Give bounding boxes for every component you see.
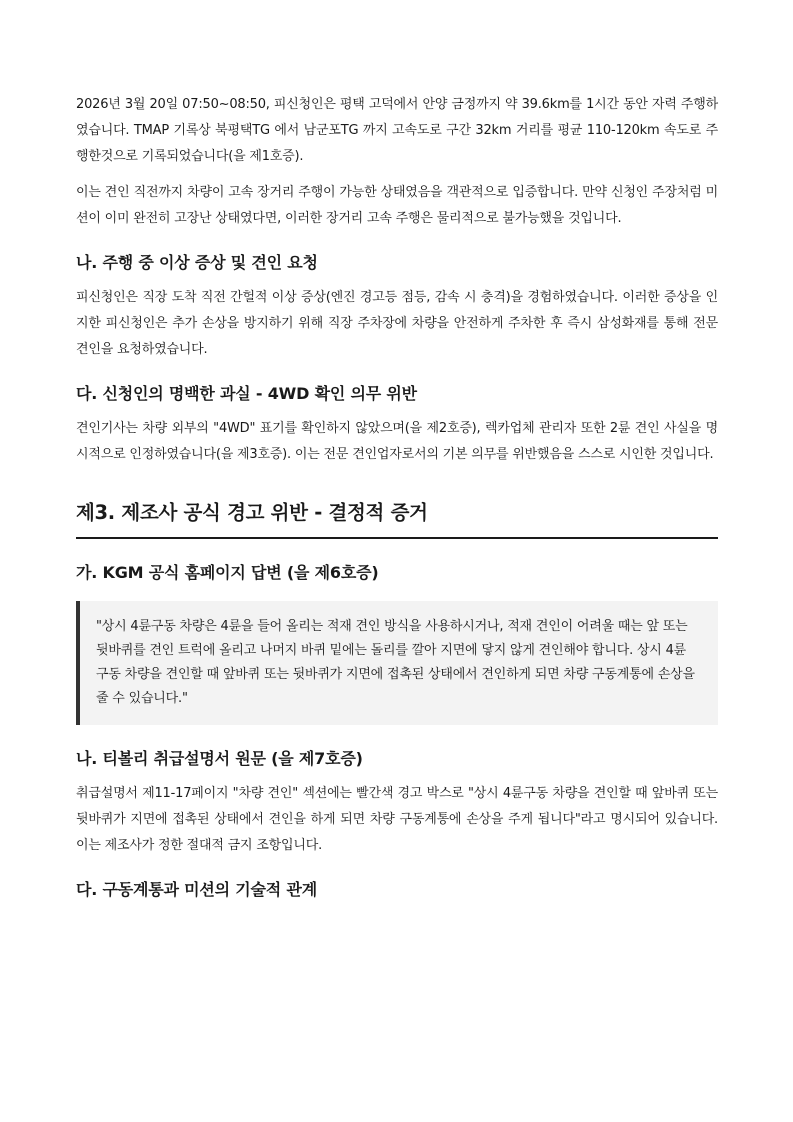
kgm-quote-box <box>76 601 718 725</box>
intro-paragraph-2: 이는 견인 직전까지 차량이 고속 장거리 주행이 가능한 상태였음을 객관적으로 입증합니다. 만약 신청인 주장처럼 미션이 이미 완전히 고장난 상태였다면, 이러한 장거리 고속 주행은 물리적으로 불가능했을 것입니다. <box>76 185 718 226</box>
intro-paragraph-1: 2026년 3월 20일 07:50~08:50, 피신청인은 평택 고덕에서 안양 금정까지 약 39.6km를 1시간 동안 자력 주행하였습니다. TMAP 기록상 북평택TG 에서 남군포TG 까지 고속도로 구간 32km 거리를 평균 110-120km 속도로 주행한것으로 기록되었습니다(을 제1호증). <box>76 97 718 164</box>
section3-da-heading: 다. 구동계통과 미션의 기술적 관계 <box>76 880 317 899</box>
section3-heading: 제3. 제조사 공식 경고 위반 - 결정적 증거 <box>76 497 718 539</box>
section3-na-paragraph: 취급설명서 제11-17페이지 "차량 견인" 섹션에는 빨간색 경고 박스로 "상시 4륜구동 차량을 견인할 때 앞바퀴 또는 뒷바퀴가 지면에 접촉된 상태에서 견인을 하게 되면 차량 구동계통에 손상을 주게 됩니다"라고 명시되어 있습니다. 이는 제조사가 정한 절대적 금지 조항입니다. <box>76 786 718 853</box>
section3-na-heading: 나. 티볼리 취급설명서 원문 (을 제7호증) <box>76 749 363 768</box>
section3-ga-heading: 가. KGM 공식 홈페이지 답변 (을 제6호증) <box>76 563 379 582</box>
section-da-heading: 다. 신청인의 명백한 과실 - 4WD 확인 의무 위반 <box>76 384 417 403</box>
section-da-paragraph: 견인기사는 차량 외부의 "4WD" 표기를 확인하지 않았으며(을 제2호증), 렉카업체 관리자 또한 2륜 견인 사실을 명시적으로 인정하였습니다(을 제3호증). 이는 전문 견인업자로서의 기본 의무를 위반했음을 스스로 시인한 것입니다. <box>76 421 718 462</box>
kgm-quote-text: "상시 4륜구동 차량은 4륜을 들어 올리는 적재 견인 방식을 사용하시거나, 적재 견인이 어려울 때는 앞 또는 뒷바퀴를 견인 트럭에 올리고 나머지 바퀴 밑에는 돌리를 깔아 지면에 닿지 않게 견인해야 합니다. 상시 4륜구동 차량을 견인할 때 앞바퀴 또는 뒷바퀴가 지면에 접촉된 상태에서 견인하게 되면 차량 구동계통에 손상을 줄 수 있습니다." <box>96 619 695 706</box>
document-page <box>76 92 718 902</box>
section-na-paragraph: 피신청인은 직장 도착 직전 간헐적 이상 증상(엔진 경고등 점등, 감속 시 충격)을 경험하였습니다. 이러한 증상을 인지한 피신청인은 추가 손상을 방지하기 위해 직장 주차장에 차량을 안전하게 주차한 후 즉시 삼성화재를 통해 전문 견인을 요청하였습니다. <box>76 290 718 357</box>
section-na-heading: 나. 주행 중 이상 증상 및 견인 요청 <box>76 253 318 272</box>
